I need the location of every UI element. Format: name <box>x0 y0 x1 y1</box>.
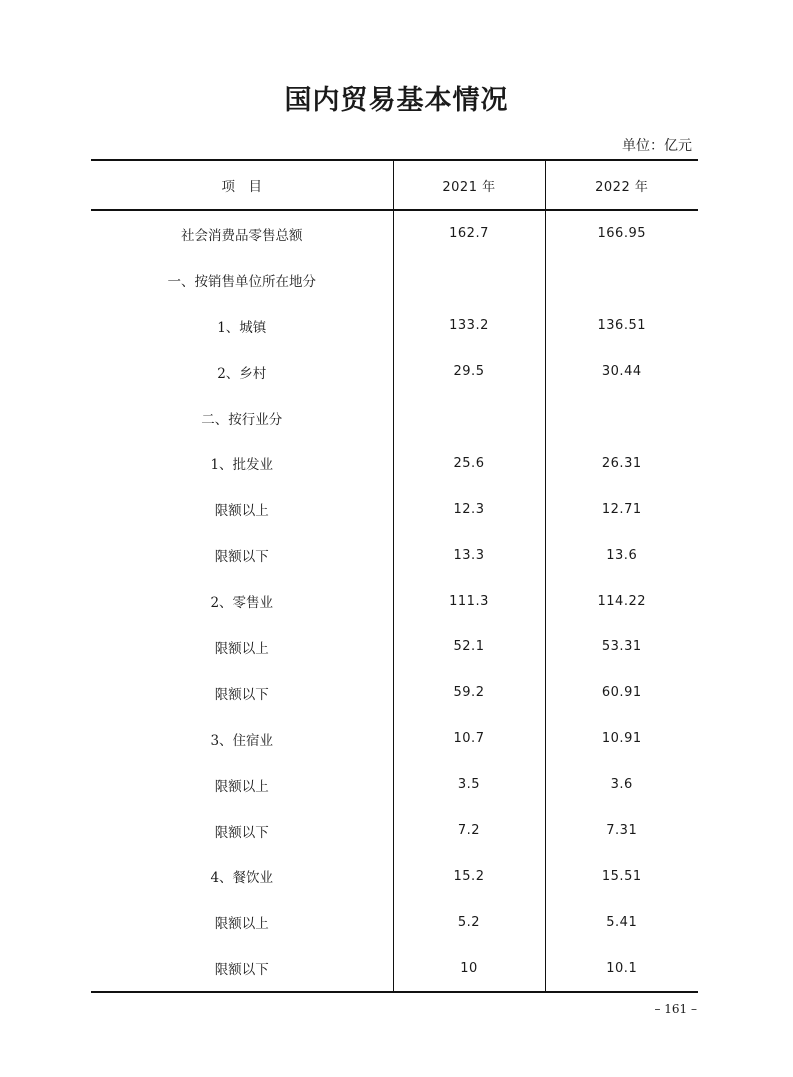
table-row <box>91 716 698 762</box>
table-row <box>91 486 698 532</box>
value-2021 <box>393 395 545 441</box>
table-row <box>91 853 698 899</box>
table-row <box>91 808 698 854</box>
row-label: 限额以下 <box>214 549 269 566</box>
row-label: 3、住宿业 <box>210 732 274 749</box>
value-2021: 111.3 <box>393 578 545 624</box>
value-2022: 10.91 <box>545 716 698 762</box>
row-label: 限额以上 <box>214 778 269 795</box>
row-label: 二、按行业分 <box>201 411 283 428</box>
value-2022: 26.31 <box>545 440 698 486</box>
row-label: 限额以下 <box>214 824 269 841</box>
value-2021: 7.2 <box>393 808 545 854</box>
value-2021: 133.2 <box>393 303 545 349</box>
row-label: 限额以上 <box>214 640 269 657</box>
table-row <box>91 670 698 716</box>
value-2021: 162.7 <box>393 210 545 257</box>
value-2021: 29.5 <box>393 349 545 395</box>
table-row <box>91 395 698 441</box>
row-label: 限额以下 <box>214 686 269 703</box>
value-2022: 166.95 <box>545 210 698 257</box>
value-2021: 5.2 <box>393 899 545 945</box>
value-2022 <box>545 395 698 441</box>
value-2022: 114.22 <box>545 578 698 624</box>
row-label: 社会消费品零售总额 <box>181 227 303 244</box>
value-2022: 5.41 <box>545 899 698 945</box>
row-label: 限额以下 <box>214 962 269 979</box>
value-2021: 52.1 <box>393 624 545 670</box>
value-2022: 15.51 <box>545 853 698 899</box>
table-row <box>91 349 698 395</box>
row-label: 2、零售业 <box>210 595 274 612</box>
row-label: 一、按销售单位所在地分 <box>167 273 316 290</box>
value-2022: 3.6 <box>545 762 698 808</box>
table-row <box>91 257 698 303</box>
table-row <box>91 762 698 808</box>
value-2021: 10.7 <box>393 716 545 762</box>
value-2021: 3.5 <box>393 762 545 808</box>
table-header <box>91 160 698 210</box>
value-2022 <box>545 257 698 303</box>
table-row <box>91 210 698 257</box>
row-label: 限额以上 <box>214 503 269 520</box>
value-2022: 53.31 <box>545 624 698 670</box>
value-2021: 13.3 <box>393 532 545 578</box>
value-2021 <box>393 257 545 303</box>
table-row <box>91 578 698 624</box>
unit-label: 单位：亿元 <box>622 138 692 154</box>
value-2022: 136.51 <box>545 303 698 349</box>
table-row <box>91 532 698 578</box>
row-label: 1、批发业 <box>210 457 274 474</box>
header-row <box>91 160 698 210</box>
value-2021: 12.3 <box>393 486 545 532</box>
value-2021: 25.6 <box>393 440 545 486</box>
table-row <box>91 624 698 670</box>
value-2022: 10.1 <box>545 945 698 992</box>
row-label: 2、乡村 <box>217 365 267 382</box>
table-row <box>91 945 698 992</box>
table-row <box>91 899 698 945</box>
header-year-2021: 2021 年 <box>393 160 545 210</box>
page-title: 国内贸易基本情况 <box>284 85 509 116</box>
page-number: – 161 – <box>654 1002 697 1016</box>
value-2022: 12.71 <box>545 486 698 532</box>
trade-table <box>91 159 698 993</box>
header-year-2022: 2022 年 <box>545 160 698 210</box>
header-item: 项 目 <box>221 179 262 195</box>
row-label: 限额以上 <box>214 916 269 933</box>
row-label: 4、餐饮业 <box>210 870 274 887</box>
value-2022: 7.31 <box>545 808 698 854</box>
value-2021: 10 <box>393 945 545 992</box>
value-2022: 13.6 <box>545 532 698 578</box>
value-2022: 60.91 <box>545 670 698 716</box>
table-row <box>91 303 698 349</box>
row-label: 1、城镇 <box>217 319 267 336</box>
table-row <box>91 440 698 486</box>
value-2022: 30.44 <box>545 349 698 395</box>
table-body <box>91 210 698 992</box>
value-2021: 59.2 <box>393 670 545 716</box>
value-2021: 15.2 <box>393 853 545 899</box>
